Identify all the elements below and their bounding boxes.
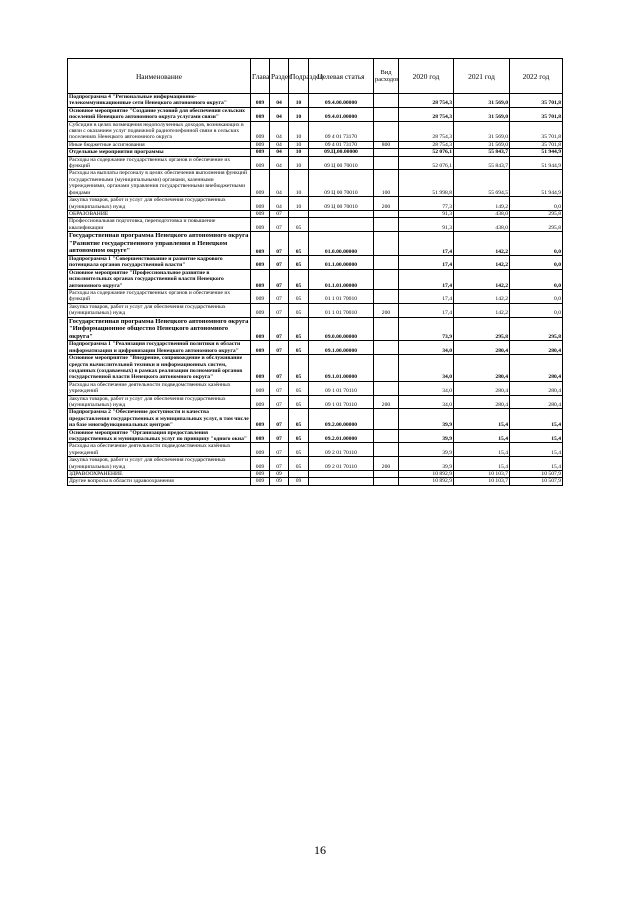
row-name-cell: Другие вопросы в области здравоохранения [68,478,251,485]
row-vid-cell [374,218,399,232]
row-2021-cell: 55 843,7 [454,149,510,156]
row-glava-cell: 009 [251,395,270,409]
table-row [68,381,563,395]
row-2020-cell: 10 892,9 [399,478,454,485]
row-vid-cell: 200 [374,457,399,471]
row-target-cell: 09 2 01 70110 [309,457,374,471]
row-2020-cell: 17,4 [399,303,454,317]
table-row [68,232,563,256]
row-name-cell: Государственная программа Ненецкого автономного округа "Информационное общество Ненецкого автономного округа" [68,317,251,341]
row-2020-cell: 77,3 [399,197,454,211]
row-2020-cell: 39,9 [399,443,454,457]
row-2020-cell: 10 892,9 [399,471,454,478]
row-2021-cell: 142,2 [454,269,510,289]
row-razdel-cell: 09 [270,471,289,478]
table-row [68,121,563,141]
row-razdel-cell: 04 [270,149,289,156]
row-target-cell: 09.1.01.00000 [309,355,374,382]
row-vid-cell [374,210,399,217]
row-target-cell [309,218,374,232]
row-2021-cell: 55 694,5 [454,170,510,197]
row-name-cell: ЗДРАВООХРАНЕНИЕ [68,471,251,478]
row-2022-cell: 280,4 [510,355,563,382]
row-2021-cell: 438,0 [454,218,510,232]
row-2021-cell: 10 103,7 [454,478,510,485]
row-2021-cell: 142,2 [454,289,510,303]
row-vid-cell: 200 [374,303,399,317]
row-2021-cell: 31 569,0 [454,121,510,141]
row-name-cell: Подпрограмма 2 "Обеспечение доступности и качества предоставления государственных и муниципальных услуг, в том числе на базе многофункциональных центров" [69,409,249,429]
row-razdel-cell: 04 [270,107,289,121]
table-row [68,218,563,232]
table-row [68,341,563,355]
row-target-cell: 01.0.00.00000 [309,232,374,256]
row-podrazdel-cell: 05 [289,443,309,457]
row-name-cell: Закупка товаров, работ и услуг для обеспечения государственных (муниципальных) нужд [68,197,251,211]
row-target-cell: 09 4 01 73170 [309,121,374,141]
row-razdel-cell: 07 [270,355,289,382]
row-podrazdel-cell: 05 [289,381,309,395]
row-2022-cell: 10 507,9 [510,471,563,478]
row-vid-cell [374,471,399,478]
table-row [68,443,563,457]
row-2022-cell: 280,4 [510,395,563,409]
row-2022-cell: 35 701,8 [510,141,563,148]
row-2021-cell: 10 103,7 [454,471,510,478]
row-2022-cell: 51 944,9 [510,149,563,156]
row-vid-cell [374,156,399,170]
row-2020-cell: 51 998,8 [399,170,454,197]
row-vid-cell [374,317,399,341]
table-row [68,289,563,303]
row-glava-cell: 009 [251,381,270,395]
row-target-cell: 01.1.01.00000 [309,269,374,289]
row-glava-cell: 009 [251,269,270,289]
row-glava-cell: 009 [251,107,270,121]
row-podrazdel-cell: 10 [289,156,309,170]
row-2020-cell: 73,9 [399,317,454,341]
row-razdel-cell: 04 [270,156,289,170]
table-row [68,170,563,197]
row-glava-cell: 009 [251,409,270,429]
row-2022-cell: 10 507,9 [510,478,563,485]
row-2021-cell: 31 569,0 [454,141,510,148]
row-name-cell: Субсидии в целях возмещения недополученных доходов, возникающих в связи с оказанием услуг подвижной радиотелефонной связи в сельских поселениях Ненецкого автономного округа [68,121,251,141]
row-podrazdel-cell: 10 [289,121,309,141]
row-2021-cell: 149,2 [454,197,510,211]
row-name-cell: Подпрограмма 4 "Региональные информационно-телекоммуникационные сети Ненецкого автономного округа" [68,94,251,108]
row-2020-cell: 34,0 [399,395,454,409]
row-name-cell: Расходы на содержание государственных органов и обеспечение их функций [68,289,251,303]
row-2021-cell: 280,4 [454,341,510,355]
row-2020-cell: 52 076,1 [399,156,454,170]
row-2021-cell: 31 569,0 [454,94,510,108]
row-2021-cell: 438,0 [454,210,510,217]
row-podrazdel-cell: 10 [289,107,309,121]
row-glava-cell: 009 [251,317,270,341]
row-podrazdel-cell: 05 [289,409,309,429]
row-razdel-cell: 04 [270,94,289,108]
table-row [68,94,563,108]
row-vid-cell [374,232,399,256]
row-glava-cell: 009 [251,197,270,211]
row-2020-cell: 17,4 [399,232,454,256]
row-2022-cell: 15,4 [510,443,563,457]
row-target-cell [309,210,374,217]
row-glava-cell: 009 [251,429,270,443]
table-row [68,156,563,170]
row-glava-cell: 009 [251,141,270,148]
table-row [68,255,563,269]
table-row [68,107,563,121]
row-2020-cell: 34,0 [399,381,454,395]
row-glava-cell: 009 [251,478,270,485]
row-2022-cell: 0,0 [510,303,563,317]
header-2020: 2020 год [399,59,454,94]
row-glava-cell: 009 [251,156,270,170]
row-razdel-cell: 07 [270,232,289,256]
row-glava-cell: 009 [251,218,270,232]
row-2022-cell: 35 701,8 [510,94,563,108]
row-2020-cell: 39,9 [399,457,454,471]
table-row [68,355,563,382]
row-target-cell: 09.Ц.00.00000 [309,149,374,156]
row-2020-cell: 39,9 [399,409,454,429]
table-row [68,478,563,485]
row-2022-cell: 35 701,8 [510,107,563,121]
row-name-cell: Государственная программа Ненецкого автономного округа "Развитие государственного управления в Ненецком автономном округе" [68,232,251,256]
row-2021-cell: 142,2 [454,303,510,317]
row-2020-cell: 28 754,3 [399,107,454,121]
row-razdel-cell: 07 [270,443,289,457]
row-name-cell: Расходы на содержание государственных органов и обеспечение их функций [68,156,251,170]
row-2022-cell: 0,0 [510,269,563,289]
row-podrazdel-cell: 05 [289,232,309,256]
row-2020-cell: 28 754,3 [399,121,454,141]
row-razdel-cell: 07 [270,303,289,317]
row-razdel-cell: 04 [270,141,289,148]
row-glava-cell: 009 [251,471,270,478]
row-podrazdel-cell: 10 [289,170,309,197]
row-vid-cell [374,478,399,485]
row-target-cell: 09.4.01.00000 [309,107,374,121]
row-vid-cell: 100 [374,170,399,197]
row-glava-cell: 009 [251,341,270,355]
table-row [68,409,563,429]
row-podrazdel-cell: 05 [289,269,309,289]
table-row [68,471,563,478]
row-target-cell: 01 1 01 70010 [309,289,374,303]
row-2021-cell: 280,4 [454,395,510,409]
row-razdel-cell: 07 [270,409,289,429]
table-row [68,197,563,211]
row-2020-cell: 39,9 [399,429,454,443]
row-podrazdel-cell: 05 [289,341,309,355]
row-razdel-cell: 07 [270,210,289,217]
row-target-cell [309,471,374,478]
row-podrazdel-cell: 05 [289,317,309,341]
row-glava-cell: 009 [251,255,270,269]
row-podrazdel-cell: 09 [289,478,309,485]
row-name-cell: Основное мероприятие "Профессиональное развитие в исполнительных органах государственной власти Ненецкого автономного округа" [68,269,251,289]
row-target-cell: 09 4 01 73170 [309,141,374,148]
row-vid-cell [374,409,399,429]
row-podrazdel-cell: 10 [289,141,309,148]
row-vid-cell: 200 [374,197,399,211]
row-razdel-cell: 07 [270,269,289,289]
row-2021-cell: 55 843,7 [454,156,510,170]
table-row [68,429,563,443]
row-2020-cell: 52 076,1 [399,149,454,156]
table-body [68,94,563,486]
row-2022-cell: 280,4 [510,341,563,355]
row-2020-cell: 91,3 [399,218,454,232]
row-razdel-cell: 07 [270,341,289,355]
header-vid: Вид расходов [374,59,399,94]
table-row [68,317,563,341]
row-2022-cell: 35 701,8 [510,121,563,141]
row-vid-cell [374,107,399,121]
row-podrazdel-cell: 05 [289,303,309,317]
row-name-cell: Основное мероприятие "Внедрение, сопровождение и обслуживание средств вычислительной техники и информационных систем, созданных (создаваемых) в рамках реализации полномочий органов государственной власти Ненецкого автономного округа" [68,355,251,382]
header-target: Целевая статья [309,59,374,94]
row-name-cell: Профессиональная подготовка, переподготовка и повышение квалификации [68,218,251,232]
row-name-cell: Отдельные мероприятия программы [68,149,251,156]
row-target-cell: 09 Ц 00 70010 [309,197,374,211]
row-glava-cell: 009 [251,457,270,471]
row-2022-cell: 280,4 [510,381,563,395]
row-razdel-cell: 07 [270,255,289,269]
row-2021-cell: 15,4 [454,457,510,471]
table-row [68,303,563,317]
row-2020-cell: 91,3 [399,210,454,217]
row-name-cell: Иные бюджетные ассигнования [68,141,251,148]
row-glava-cell: 009 [251,149,270,156]
row-podrazdel-cell: 10 [289,197,309,211]
row-target-cell: 09 2 01 70110 [309,443,374,457]
row-2020-cell: 34,0 [399,341,454,355]
row-2021-cell: 142,2 [454,232,510,256]
page-number: 16 [314,843,326,857]
header-podrazdel: Подраздел [289,59,309,94]
row-podrazdel-cell: 05 [289,289,309,303]
row-podrazdel-cell: 05 [289,395,309,409]
row-razdel-cell: 07 [270,381,289,395]
row-target-cell: 01 1 01 70010 [309,303,374,317]
row-vid-cell [374,355,399,382]
row-podrazdel-cell: 05 [289,355,309,382]
row-2022-cell: 0,0 [510,255,563,269]
row-vid-cell [374,341,399,355]
row-target-cell [309,478,374,485]
row-2020-cell: 28 754,3 [399,94,454,108]
row-target-cell: 09 1 01 70110 [309,381,374,395]
row-name-cell: Подпрограмма 1 "Совершенствование и развитие кадрового потенциала органов государственной власти" [68,255,251,269]
row-name-cell: Расходы на обеспечение деятельности подведомственных казённых учреждений [68,381,251,395]
row-2021-cell: 15,4 [454,429,510,443]
header-razdel: Раздел [270,59,289,94]
row-target-cell: 09 1 01 70110 [309,395,374,409]
row-vid-cell [374,269,399,289]
row-razdel-cell: 07 [270,317,289,341]
row-2022-cell: 0,0 [510,232,563,256]
row-glava-cell: 009 [251,121,270,141]
row-2020-cell: 28 754,3 [399,141,454,148]
row-2022-cell: 15,4 [510,457,563,471]
row-name-cell: Расходы на выплаты персоналу в целях обеспечения выполнения функций государственными (муниципальными) органами, казенными учреждениями, органами управления государственными внебюджетными фондами [68,170,251,197]
row-podrazdel-cell: 05 [289,429,309,443]
row-podrazdel-cell: 10 [289,94,309,108]
row-razdel-cell: 07 [270,429,289,443]
row-razdel-cell: 04 [270,170,289,197]
row-2021-cell: 295,8 [454,317,510,341]
row-name-cell: Основное мероприятие "Организация предоставления государственных и муниципальных услуг по принципу "одного окна" [68,429,251,443]
row-vid-cell: 800 [374,141,399,148]
row-name-cell: Закупка товаров, работ и услуг для обеспечения государственных (муниципальных) нужд [68,395,251,409]
row-podrazdel-cell: 10 [289,149,309,156]
row-vid-cell [374,149,399,156]
row-glava-cell: 009 [251,232,270,256]
row-podrazdel-cell: 05 [289,218,309,232]
row-2021-cell: 15,4 [454,443,510,457]
row-2021-cell: 15,4 [454,409,510,429]
row-name-cell: Закупка товаров, работ и услуг для обеспечения государственных (муниципальных) нужд [68,457,251,471]
row-podrazdel-cell: 05 [289,457,309,471]
row-glava-cell: 009 [251,170,270,197]
row-2020-cell: 17,4 [399,255,454,269]
row-vid-cell [374,121,399,141]
table-header-row [68,59,563,94]
row-razdel-cell: 04 [270,121,289,141]
row-2022-cell: 295,8 [510,218,563,232]
row-2022-cell: 15,4 [510,409,563,429]
row-target-cell: 09.1.00.00000 [309,341,374,355]
row-2022-cell: 51 944,9 [510,170,563,197]
budget-table [67,58,563,486]
row-razdel-cell: 09 [270,478,289,485]
budget-table-page [67,58,562,486]
row-target-cell: 09 Ц 00 70010 [309,156,374,170]
row-name-cell: Расходы на обеспечение деятельности подведомственных казённых учреждений [68,443,251,457]
row-vid-cell [374,94,399,108]
row-glava-cell: 009 [251,443,270,457]
row-glava-cell: 009 [251,210,270,217]
table-row [68,149,563,156]
table-row [68,457,563,471]
row-vid-cell: 200 [374,395,399,409]
table-row [68,141,563,148]
row-glava-cell: 009 [251,355,270,382]
row-2022-cell: 15,4 [510,429,563,443]
row-target-cell: 09 Ц 00 70010 [309,170,374,197]
row-2020-cell: 34,0 [399,355,454,382]
row-2022-cell: 51 944,9 [510,156,563,170]
row-target-cell: 09.4.00.00000 [309,94,374,108]
row-glava-cell: 009 [251,94,270,108]
row-podrazdel-cell [289,471,309,478]
row-2021-cell: 142,2 [454,255,510,269]
row-name-cell: Подпрограмма 1 "Реализация государственной политики в области информатизации и цифровизации Ненецкого автономного округа" [68,341,251,355]
row-name-cell: ОБРАЗОВАНИЕ [68,210,251,217]
header-name: Наименование [68,59,251,94]
table-row [68,395,563,409]
header-glava: Глава [251,59,270,94]
table-row [68,269,563,289]
row-2020-cell: 17,4 [399,289,454,303]
row-razdel-cell: 07 [270,395,289,409]
row-target-cell: 01.1.00.00000 [309,255,374,269]
row-glava-cell: 009 [251,303,270,317]
row-vid-cell [374,289,399,303]
header-2021: 2021 год [454,59,510,94]
row-2021-cell: 280,4 [454,355,510,382]
row-vid-cell [374,429,399,443]
header-2022: 2022 год [510,59,563,94]
row-vid-cell [374,381,399,395]
row-2021-cell: 31 569,0 [454,107,510,121]
row-target-cell: 09.0.00.00000 [309,317,374,341]
row-2022-cell: 295,8 [510,210,563,217]
row-name-cell: Основное мероприятие "Создание условий для обеспечения сельских поселений Ненецкого автономного округа услугами связи" [68,107,251,121]
row-2021-cell: 280,4 [454,381,510,395]
row-razdel-cell: 07 [270,218,289,232]
row-razdel-cell: 07 [270,457,289,471]
row-podrazdel-cell: 05 [289,255,309,269]
row-2022-cell: 0,0 [510,289,563,303]
row-podrazdel-cell [289,210,309,217]
table-row [68,210,563,217]
row-razdel-cell: 07 [270,289,289,303]
row-target-cell: 09.2.00.00000 [309,409,374,429]
row-2022-cell: 0,0 [510,197,563,211]
row-2022-cell: 295,8 [510,317,563,341]
row-2020-cell: 17,4 [399,269,454,289]
row-glava-cell: 009 [251,289,270,303]
row-name-cell: Закупка товаров, работ и услуг для обеспечения государственных (муниципальных) нужд [68,303,251,317]
row-vid-cell [374,443,399,457]
row-vid-cell [374,255,399,269]
row-target-cell: 09.2.01.00000 [309,429,374,443]
row-razdel-cell: 04 [270,197,289,211]
